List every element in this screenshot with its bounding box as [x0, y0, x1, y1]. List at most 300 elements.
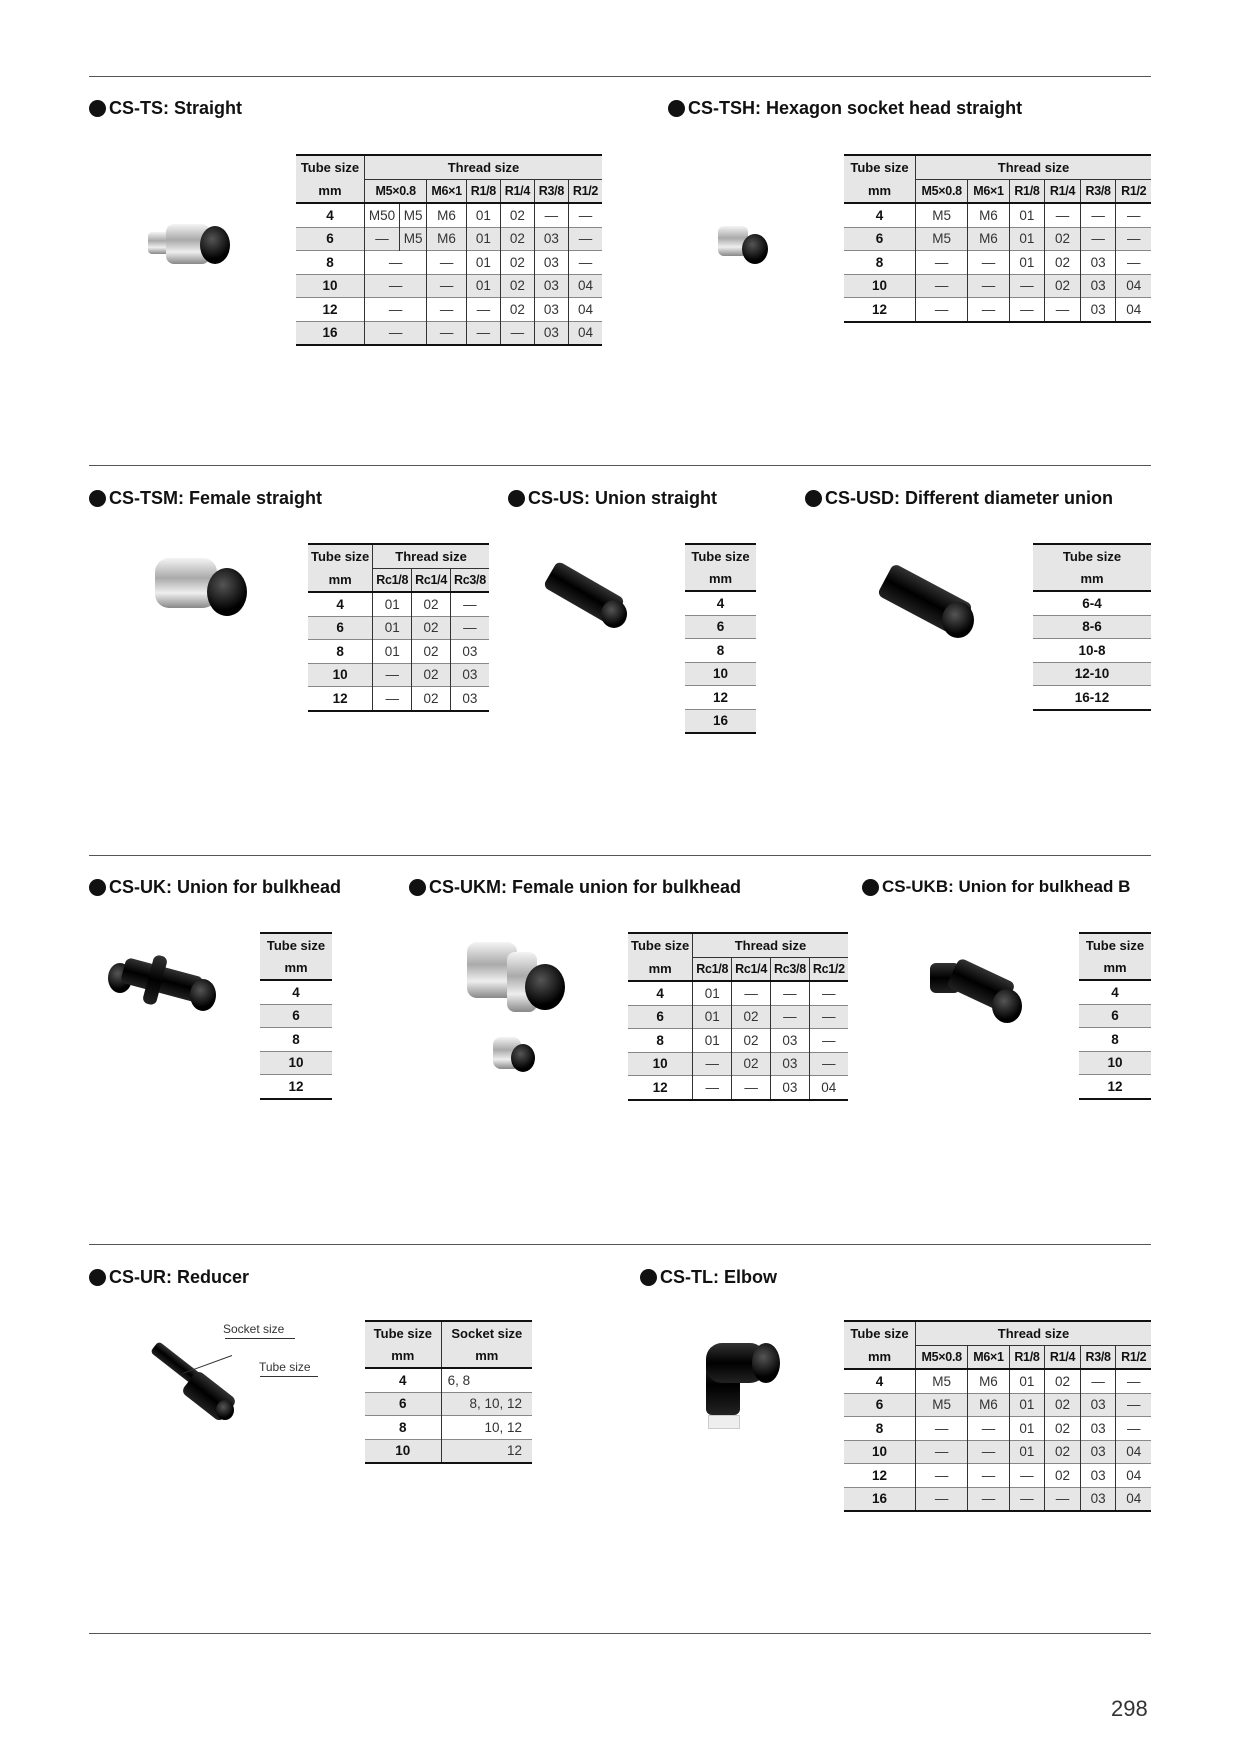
value-cell: M5	[400, 203, 427, 227]
header-row	[1033, 544, 1151, 568]
unit-header: mm	[685, 568, 756, 592]
thread-size-header: Thread size	[364, 155, 602, 179]
table-row	[844, 251, 1151, 275]
value-cell: 01	[693, 981, 732, 1005]
value-cell: —	[732, 1076, 771, 1100]
value-cell: M50	[364, 203, 399, 227]
value-cell: M6	[427, 227, 467, 251]
header-row	[1033, 568, 1151, 592]
thread-size-header: Thread size	[916, 155, 1151, 179]
table-row	[1033, 686, 1151, 710]
value-cell: 01	[1009, 1417, 1045, 1441]
table-row	[1079, 1051, 1151, 1075]
thread-size-header: Thread size	[916, 1321, 1151, 1345]
unit-header: mm	[365, 1345, 441, 1369]
tube-size-cell: 16-12	[1074, 689, 1110, 705]
section-title-cs-ur: CS-UR : Reducer	[89, 1267, 249, 1288]
product-code: CS-USD	[825, 488, 895, 508]
table-header	[296, 155, 602, 203]
thread-column-header: Rc1/4	[732, 957, 771, 981]
value-cell: —	[1080, 227, 1116, 251]
tube-size-cell: 4	[716, 595, 725, 611]
value-cell: —	[568, 227, 602, 251]
value-cell: 01	[1009, 1369, 1045, 1393]
table-row	[685, 709, 756, 733]
value-cell: 01	[466, 251, 500, 275]
table-row	[628, 1029, 848, 1053]
table-row	[844, 1393, 1151, 1417]
thread-column-header: R1/2	[1116, 179, 1151, 203]
value-cell: 02	[500, 203, 534, 227]
table-row	[1079, 980, 1151, 1004]
bullet-icon	[862, 879, 879, 896]
value-cell: —	[732, 981, 771, 1005]
value-cell: —	[427, 274, 467, 298]
divider	[89, 465, 1151, 466]
value-cell: 03	[771, 1029, 810, 1053]
value-cell: M6	[968, 1369, 1009, 1393]
value-cell: 03	[1080, 1464, 1116, 1488]
table-row	[260, 1075, 332, 1099]
value-cell: —	[1116, 227, 1151, 251]
tube-size-cell: 4	[336, 596, 344, 612]
table-row	[260, 1004, 332, 1028]
table-row	[260, 980, 332, 1004]
unit-header: mm	[308, 568, 373, 592]
table-row	[308, 687, 489, 711]
value-cell: —	[373, 663, 412, 687]
socket-size-header: Socket size	[441, 1321, 532, 1345]
value-cell: —	[693, 1076, 732, 1100]
value-cell: —	[568, 251, 602, 275]
value-cell: 02	[1045, 1464, 1081, 1488]
value-cell: 01	[1009, 251, 1045, 275]
table-row	[1079, 1075, 1151, 1099]
value-cell: —	[916, 1440, 968, 1464]
header-row	[260, 933, 332, 957]
value-cell: —	[364, 274, 426, 298]
value-cell: 03	[451, 663, 489, 687]
header-row	[685, 544, 756, 568]
page-number: 298	[1111, 1696, 1148, 1721]
value-cell: —	[1009, 1464, 1045, 1488]
table-body	[308, 592, 489, 711]
value-cell: —	[364, 227, 399, 251]
spec-table-cs-ukm	[628, 932, 848, 1101]
table-body	[296, 203, 602, 345]
value-cell: 04	[568, 298, 602, 322]
value-cell: 02	[412, 640, 451, 664]
value-cell: —	[809, 981, 847, 1005]
thread-column-header: M6×1	[427, 179, 467, 203]
spec-table-cs-ts	[296, 154, 602, 346]
value-cell: —	[364, 251, 426, 275]
header-row	[628, 957, 848, 981]
table-row	[685, 639, 756, 663]
table-row	[296, 298, 602, 322]
value-cell: 03	[1080, 1487, 1116, 1511]
value-cell: M6	[968, 1393, 1009, 1417]
product-code: CS-UKB	[882, 877, 949, 896]
value-cell: —	[968, 1440, 1009, 1464]
table-header	[685, 544, 756, 591]
tube-size-cell: 4	[1111, 984, 1119, 1000]
spec-table-cs-uk	[260, 932, 332, 1100]
tube-size-cell: 4	[292, 984, 300, 1000]
value-cell: 01	[373, 640, 412, 664]
tube-size-cell: 10	[628, 1052, 693, 1076]
value-cell: 02	[1045, 1417, 1081, 1441]
thread-size-header: Thread size	[373, 544, 489, 568]
value-cell: —	[916, 298, 968, 322]
tube-size-cell: 4	[875, 1373, 884, 1389]
tube-size-cell: 4	[875, 207, 884, 223]
table-row	[1033, 591, 1151, 615]
value-cell: —	[466, 298, 500, 322]
tube-size-cell: 10	[685, 662, 756, 686]
value-cell: 12	[441, 1439, 532, 1463]
value-cell: 04	[1116, 298, 1151, 322]
tube-size-cell: 16	[685, 709, 756, 733]
thread-column-header: R1/2	[1116, 1345, 1151, 1369]
table-row	[1033, 639, 1151, 663]
value-cell: 03	[534, 321, 568, 345]
tube-size-cell: 10	[296, 274, 364, 298]
section-title-cs-us: CS-US : Union straight	[508, 488, 717, 509]
table-body	[844, 203, 1151, 322]
value-cell: 03	[1080, 1393, 1116, 1417]
table-header	[260, 933, 332, 980]
value-cell: —	[1116, 1417, 1151, 1441]
tube-size-cell: 8	[1111, 1031, 1119, 1047]
tube-size-cell: 12	[332, 690, 348, 706]
value-cell: 02	[732, 1005, 771, 1029]
value-cell: —	[809, 1052, 847, 1076]
tube-size-cell: 4	[656, 985, 664, 1001]
table-row	[844, 274, 1151, 298]
header-row	[308, 568, 489, 592]
table-header	[844, 1321, 1151, 1369]
divider	[89, 855, 1151, 856]
thread-column-header: Rc1/8	[693, 957, 732, 981]
unit-header: mm	[628, 957, 693, 981]
tube-size-header: Tube size	[365, 1321, 441, 1345]
tube-size-cell: 12	[712, 689, 729, 705]
spec-table-cs-tsh	[844, 154, 1151, 323]
value-cell: 02	[732, 1029, 771, 1053]
value-cell: —	[968, 251, 1009, 275]
header-row	[844, 1345, 1151, 1369]
value-cell: —	[809, 1029, 847, 1053]
spec-table-cs-usd	[1033, 543, 1151, 711]
section-title-cs-ukm: CS-UKM : Female union for bulkhead	[409, 877, 741, 898]
table-row	[365, 1368, 532, 1392]
thread-column-header: R3/8	[1080, 1345, 1116, 1369]
value-cell: —	[373, 687, 412, 711]
value-cell: 02	[1045, 1369, 1081, 1393]
header-row	[308, 544, 489, 568]
tube-size-header: Tube size	[628, 933, 693, 957]
tube-size-cell: 8-6	[1033, 615, 1151, 639]
unit-header: mm	[1079, 957, 1151, 981]
product-name: Hexagon socket head straight	[766, 98, 1023, 118]
section-title-cs-uk: CS-UK : Union for bulkhead	[89, 877, 341, 898]
table-row	[308, 592, 489, 616]
tube-size-cell: 8	[656, 1032, 664, 1048]
spec-table-cs-tl	[844, 1320, 1151, 1512]
value-cell: 01	[1009, 1393, 1045, 1417]
value-cell: 02	[500, 298, 534, 322]
tube-size-cell: 10	[308, 663, 373, 687]
product-name: Female straight	[189, 488, 323, 508]
thread-column-header: R3/8	[534, 179, 568, 203]
table-body	[365, 1368, 532, 1463]
value-cell: 04	[1116, 274, 1151, 298]
value-cell: 02	[1045, 251, 1081, 275]
product-name: Female union for bulkhead	[512, 877, 742, 897]
value-cell: —	[968, 298, 1009, 322]
thread-column-header: R3/8	[1080, 179, 1116, 203]
value-cell: M6	[968, 227, 1009, 251]
thread-column-header: Rc3/8	[771, 957, 810, 981]
thread-column-header: R1/8	[466, 179, 500, 203]
table-row	[844, 1417, 1151, 1441]
thread-column-header: M6×1	[968, 1345, 1009, 1369]
value-cell: —	[968, 1487, 1009, 1511]
thread-column-header: R1/4	[1045, 1345, 1081, 1369]
table-row	[260, 1028, 332, 1052]
table-row	[260, 1051, 332, 1075]
header-row	[296, 179, 602, 203]
table-row	[685, 686, 756, 710]
value-cell: 01	[1009, 1440, 1045, 1464]
tube-size-header: Tube size	[296, 155, 364, 179]
tube-size-header: Tube size	[844, 1321, 916, 1345]
tube-size-header: Tube size	[260, 933, 332, 957]
bullet-icon	[89, 100, 106, 117]
table-row	[308, 640, 489, 664]
thread-column-header: M6×1	[968, 179, 1009, 203]
table-row	[1079, 1004, 1151, 1028]
bullet-icon	[409, 879, 426, 896]
thread-column-header: R1/4	[1045, 179, 1081, 203]
table-row	[1079, 1028, 1151, 1052]
value-cell: —	[693, 1052, 732, 1076]
bullet-icon	[668, 100, 685, 117]
value-cell: —	[451, 592, 489, 616]
value-cell: 02	[1045, 227, 1081, 251]
tube-size-cell: 6	[844, 227, 916, 251]
bullet-icon	[508, 490, 525, 507]
tube-size-cell: 12	[1107, 1078, 1123, 1094]
product-name: Union straight	[595, 488, 718, 508]
section-title-cs-tsm: CS-TSM : Female straight	[89, 488, 322, 509]
tube-size-cell: 6-4	[1082, 595, 1102, 611]
table-row	[685, 615, 756, 639]
table-row	[628, 1005, 848, 1029]
value-cell: 03	[1080, 251, 1116, 275]
value-cell: 02	[500, 227, 534, 251]
value-cell: —	[968, 1464, 1009, 1488]
product-code: CS-US	[528, 488, 585, 508]
section-title-cs-usd: CS-USD : Different diameter union	[805, 488, 1113, 509]
value-cell: —	[1045, 203, 1081, 227]
tube-size-cell: 6	[844, 1393, 916, 1417]
value-cell: —	[427, 298, 467, 322]
table-row	[844, 1487, 1151, 1511]
bullet-icon	[640, 1269, 657, 1286]
section-title-cs-tsh: CS-TSH : Hexagon socket head straight	[668, 98, 1022, 119]
value-cell: M5	[916, 1393, 968, 1417]
value-cell: M5	[916, 227, 968, 251]
value-cell: —	[1009, 298, 1045, 322]
value-cell: —	[1045, 298, 1081, 322]
tube-size-cell: 16	[844, 1487, 916, 1511]
tube-size-header: Tube size	[685, 544, 756, 568]
value-cell: 03	[451, 687, 489, 711]
tube-size-cell: 8	[336, 643, 344, 659]
spec-table-cs-tsm	[308, 543, 489, 712]
leader-line	[225, 1338, 295, 1339]
table-row	[844, 203, 1151, 227]
header-row	[685, 568, 756, 592]
value-cell: 01	[373, 592, 412, 616]
value-cell: 03	[534, 274, 568, 298]
value-cell: —	[1080, 1369, 1116, 1393]
tube-size-header: Tube size	[844, 155, 916, 179]
value-cell: —	[1009, 1487, 1045, 1511]
value-cell: 04	[1116, 1440, 1151, 1464]
table-header	[365, 1321, 532, 1368]
table-row	[844, 227, 1151, 251]
table-row	[308, 663, 489, 687]
spec-table-cs-ukb	[1079, 932, 1151, 1100]
tube-size-cell: 10	[260, 1051, 332, 1075]
table-row	[365, 1392, 532, 1416]
thread-column-header: R1/2	[568, 179, 602, 203]
value-cell: 01	[466, 274, 500, 298]
table-header	[308, 544, 489, 592]
table-row	[1033, 615, 1151, 639]
table-row	[296, 227, 602, 251]
value-cell: M5	[400, 227, 427, 251]
unit-header: mm	[1033, 568, 1151, 592]
table-body	[628, 981, 848, 1100]
section-title-cs-tl: CS-TL : Elbow	[640, 1267, 777, 1288]
header-row	[628, 933, 848, 957]
thread-column-header: R1/8	[1009, 179, 1045, 203]
leader-line	[260, 1376, 318, 1377]
tube-size-cell: 8	[716, 642, 725, 658]
tube-size-cell: 4	[399, 1372, 407, 1388]
value-cell: —	[1045, 1487, 1081, 1511]
value-cell: 03	[534, 298, 568, 322]
header-row	[844, 155, 1151, 179]
product-name: Union for bulkhead	[177, 877, 341, 897]
bullet-icon	[805, 490, 822, 507]
table-header	[1079, 933, 1151, 980]
table-row	[844, 1369, 1151, 1393]
thread-column-header: R1/8	[1009, 1345, 1045, 1369]
table-body	[685, 591, 756, 733]
value-cell: —	[1116, 1393, 1151, 1417]
table-row	[844, 1464, 1151, 1488]
tube-size-cell: 6	[628, 1005, 693, 1029]
tube-size-header: Tube size	[1033, 544, 1151, 568]
value-cell: 04	[568, 321, 602, 345]
value-cell: —	[968, 274, 1009, 298]
spec-table-cs-us	[685, 543, 756, 734]
value-cell: 02	[500, 274, 534, 298]
value-cell: 02	[412, 592, 451, 616]
value-cell: 10, 12	[441, 1416, 532, 1440]
tube-size-cell: 6	[365, 1392, 441, 1416]
tube-size-cell: 12	[872, 301, 888, 317]
table-header	[1033, 544, 1151, 591]
value-cell: —	[916, 1464, 968, 1488]
thread-size-header: Thread size	[693, 933, 848, 957]
section-title-cs-ukb: CS-UKB : Union for bulkhead B	[862, 877, 1130, 897]
value-cell: 6, 8	[441, 1368, 532, 1392]
value-cell: —	[809, 1005, 847, 1029]
value-cell: —	[968, 1417, 1009, 1441]
header-row	[296, 155, 602, 179]
divider	[89, 1244, 1151, 1245]
value-cell: 03	[1080, 1440, 1116, 1464]
tube-size-cell: 10	[844, 1440, 916, 1464]
product-code: CS-UKM	[429, 877, 501, 897]
thread-column-header: Rc3/8	[451, 568, 489, 592]
value-cell: —	[364, 321, 426, 345]
bullet-icon	[89, 490, 106, 507]
divider	[89, 76, 1151, 77]
value-cell: 01	[466, 203, 500, 227]
tube-size-cell: 10-8	[1078, 642, 1106, 658]
table-row	[685, 591, 756, 615]
value-cell: 03	[534, 251, 568, 275]
product-code: CS-UK	[109, 877, 166, 897]
value-cell: 04	[1116, 1464, 1151, 1488]
value-cell: 02	[1045, 1393, 1081, 1417]
thread-column-header: M5×0.8	[916, 1345, 968, 1369]
value-cell: 01	[1009, 227, 1045, 251]
value-cell: 02	[732, 1052, 771, 1076]
table-body	[260, 980, 332, 1099]
tube-size-header: Tube size	[308, 544, 373, 568]
product-code: CS-UR	[109, 1267, 166, 1287]
table-body	[1033, 591, 1151, 710]
tube-size-cell: 8	[292, 1031, 300, 1047]
tube-size-cell: 8	[875, 1420, 884, 1436]
tube-size-cell: 6	[685, 615, 756, 639]
socket-size-label: Socket size	[223, 1322, 285, 1336]
value-cell: 03	[1080, 298, 1116, 322]
value-cell: 01	[693, 1029, 732, 1053]
product-name: Reducer	[177, 1267, 250, 1287]
leader-line	[183, 1355, 232, 1374]
product-name: Straight	[174, 98, 243, 118]
tube-size-cell: 10	[844, 274, 916, 298]
value-cell: M6	[968, 203, 1009, 227]
tube-size-cell: 8	[875, 254, 884, 270]
tube-size-cell: 16	[296, 321, 364, 345]
value-cell: —	[1116, 203, 1151, 227]
table-body	[1079, 980, 1151, 1099]
table-row	[365, 1416, 532, 1440]
header-row	[260, 957, 332, 981]
value-cell: 02	[412, 687, 451, 711]
value-cell: —	[916, 251, 968, 275]
